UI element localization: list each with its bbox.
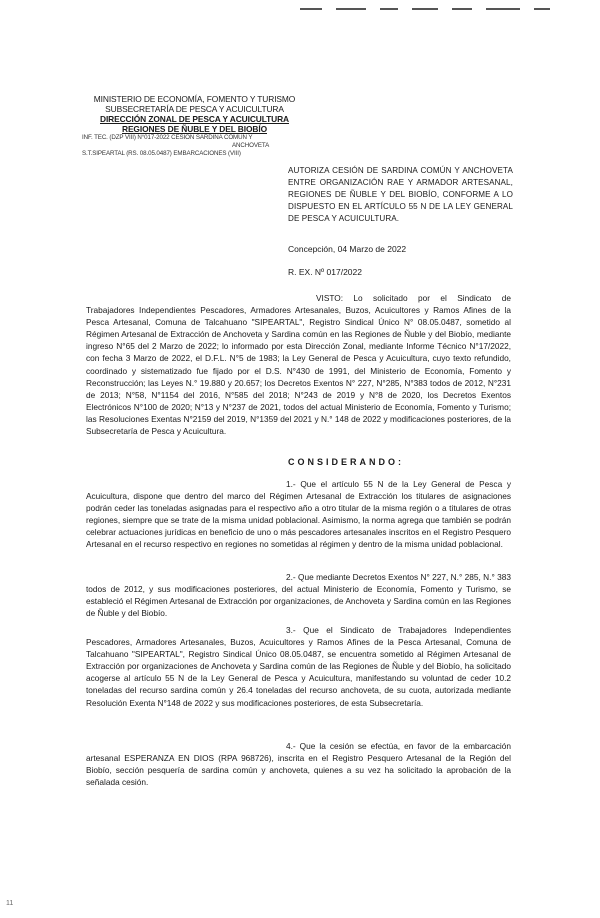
considerando-4-text: 4.- Que la cesión se efectúa, en favor de la embarcación artesanal ESPERANZA EN DIOS (RPA 968726), inscrita en el Registro Pesquero Artesanal de la Región del Biobío, sección pesquería de sardina común y anchoveta, quienes a su vez ha solicitado la aprobación de la señalada cesión. bbox=[86, 741, 511, 788]
resolution-subject: AUTORIZA CESIÓN DE SARDINA COMÚN Y ANCHOVETA ENTRE ORGANIZACIÓN RAE Y ARMADOR ARTESANAL, REGIONES DE ÑUBLE Y DEL BIOBÍO, CONFORME A LO DISPUESTO EN EL ARTÍCULO 55 N DE LA LEY GENERAL DE PESCA Y ACUICULTURA. bbox=[288, 166, 513, 223]
reference-line-1: INF. TEC. (DZP VIII) N°017-2022 CESIÓN SARDINA COMÚN Y bbox=[82, 134, 253, 141]
considerando-heading: CONSIDERANDO: bbox=[288, 457, 405, 467]
resolution-number: R. EX. Nº 017/2022 bbox=[288, 267, 362, 277]
page-marker: 11 bbox=[6, 900, 14, 907]
visto-text: VISTO: Lo solicitado por el Sindicato de Trabajadores Independientes Pescadores, Armadores Artesanales, Buzos, Acuicultores y Ramos Afines de la Pesca Artesanal, Comuna de Talcahuano "SIPEARTAL", Registro Sindical Único N° 08.05.0487, sometido al Régimen Artesanal de Extracción de Anchoveta y Sardina común en las Regiones de Ñuble y del Biobío, mediante ingreso N°65 del 2 Marzo de 2022; lo informado por esta Dirección Zonal, mediante Informe Técnico N°17/2022, con fecha 3 Marzo de 2022, el D.F.L. N°5 de 1983; la Ley General de Pesca y Acuicultura, cuyo texto refundido, coordinado y sistematizado fue fijado por el D.S. N°430 de 1991, del Ministerio de Economía, Fomento y Reconstrucción; las Leyes N.° 19.880 y 20.657; los Decretos Exentos N° 227, N°285, N°383 todos de 2012, N°231 de 2013; N°58, N°1154 del 2016, N°585 del 2018; N°243 de 2019 y N°8 de 2020, los Decretos Exentos Electrónicos N°100 de 2020; N°13 y N°237 de 2021, todos del actual Ministerio de Economía, Fomento y Turismo; las Resoluciones Exentas N°2159 del 2019, N°1359 del 2021 y N.° 148 de 2022 y modificaciones posteriores, de la Subsecretaría de Pesca y Acuicultura. bbox=[86, 293, 511, 437]
direccion-zonal-line: DIRECCIÓN ZONAL DE PESCA Y ACUICULTURA bbox=[100, 114, 289, 124]
considerando-4 bbox=[86, 740, 511, 788]
considerando-2-text: 2.- Que mediante Decretos Exentos N° 227, N.° 285, N.° 383 todos de 2012, y sus modificaciones posteriores, del actual Ministerio de Economía, Fomento y Turismo, se estableció el Régimen Artesanal de Extracción por organizaciones, de Anchoveta y Sardina común en las Regiones de Ñuble y del Biobío. bbox=[86, 572, 511, 619]
considerando-3 bbox=[86, 624, 511, 709]
resolution-date: Concepción, 04 Marzo de 2022 bbox=[288, 244, 407, 254]
considerando-3-text: 3.- Que el Sindicato de Trabajadores Independientes Pescadores, Armadores Artesanales, Buzos, Acuicultores y Ramos Afines de la Pesca Artesanal, Comuna de Talcahuano "SIPEARTAL", Registro Sindical Único 08.05.0487, se encuentra sometido al Régimen Artesanal de Extracción por organizaciones de Anchoveta y Sardina común de las Regiones de Ñuble y del Biobío, ha solicitado acogerse al artículo 55 N de la Ley General de Pesca y Acuicultura, manifestando su voluntad de ceder 10.2 toneladas del recurso sardina común y 26.4 toneladas del recurso anchoveta, de su cuota, autorizada mediante Resolución Exenta N°148 de 2022 y sus modificaciones posteriores, de esta Subsecretaría. bbox=[86, 625, 511, 708]
considerando-1-text: 1.- Que el artículo 55 N de la Ley General de Pesca y Acuicultura, dispone que dentro del marco del Régimen Artesanal de Extracción los titulares de asignaciones podrán ceder las toneladas asignadas para el respectivo año a otro titular de la misma región o a titulares de otras regiones, siempre que se trate de la misma unidad poblacional. Asimismo, la norma agrega que también se podrán celebrar actuaciones jurídicas en beneficio de uno o más pescadores artesanales inscritos en el Registro Pesquero Artesanal en el recurso respectivo en regiones no sometidas al régimen y dentro de la misma unidad poblacional. bbox=[86, 479, 511, 550]
reference-line-2: ANCHOVETA bbox=[232, 142, 270, 149]
regiones-line: REGIONES DE ÑUBLE Y DEL BIOBÍO bbox=[122, 124, 267, 134]
subsecretaria-line: SUBSECRETARÍA DE PESCA Y ACUICULTURA bbox=[105, 104, 284, 114]
letterhead bbox=[82, 94, 307, 158]
considerando-1 bbox=[86, 478, 511, 551]
reference-line-3: S.T.SIPEARTAL (RS. 08.05.0487) EMBARCACIONES (VIII) bbox=[82, 150, 241, 157]
scan-noise-marks bbox=[300, 8, 580, 12]
ministry-line: MINISTERIO DE ECONOMÍA, FOMENTO Y TURISMO bbox=[93, 94, 296, 104]
considerando-2 bbox=[86, 571, 511, 619]
visto-paragraph bbox=[86, 292, 511, 437]
